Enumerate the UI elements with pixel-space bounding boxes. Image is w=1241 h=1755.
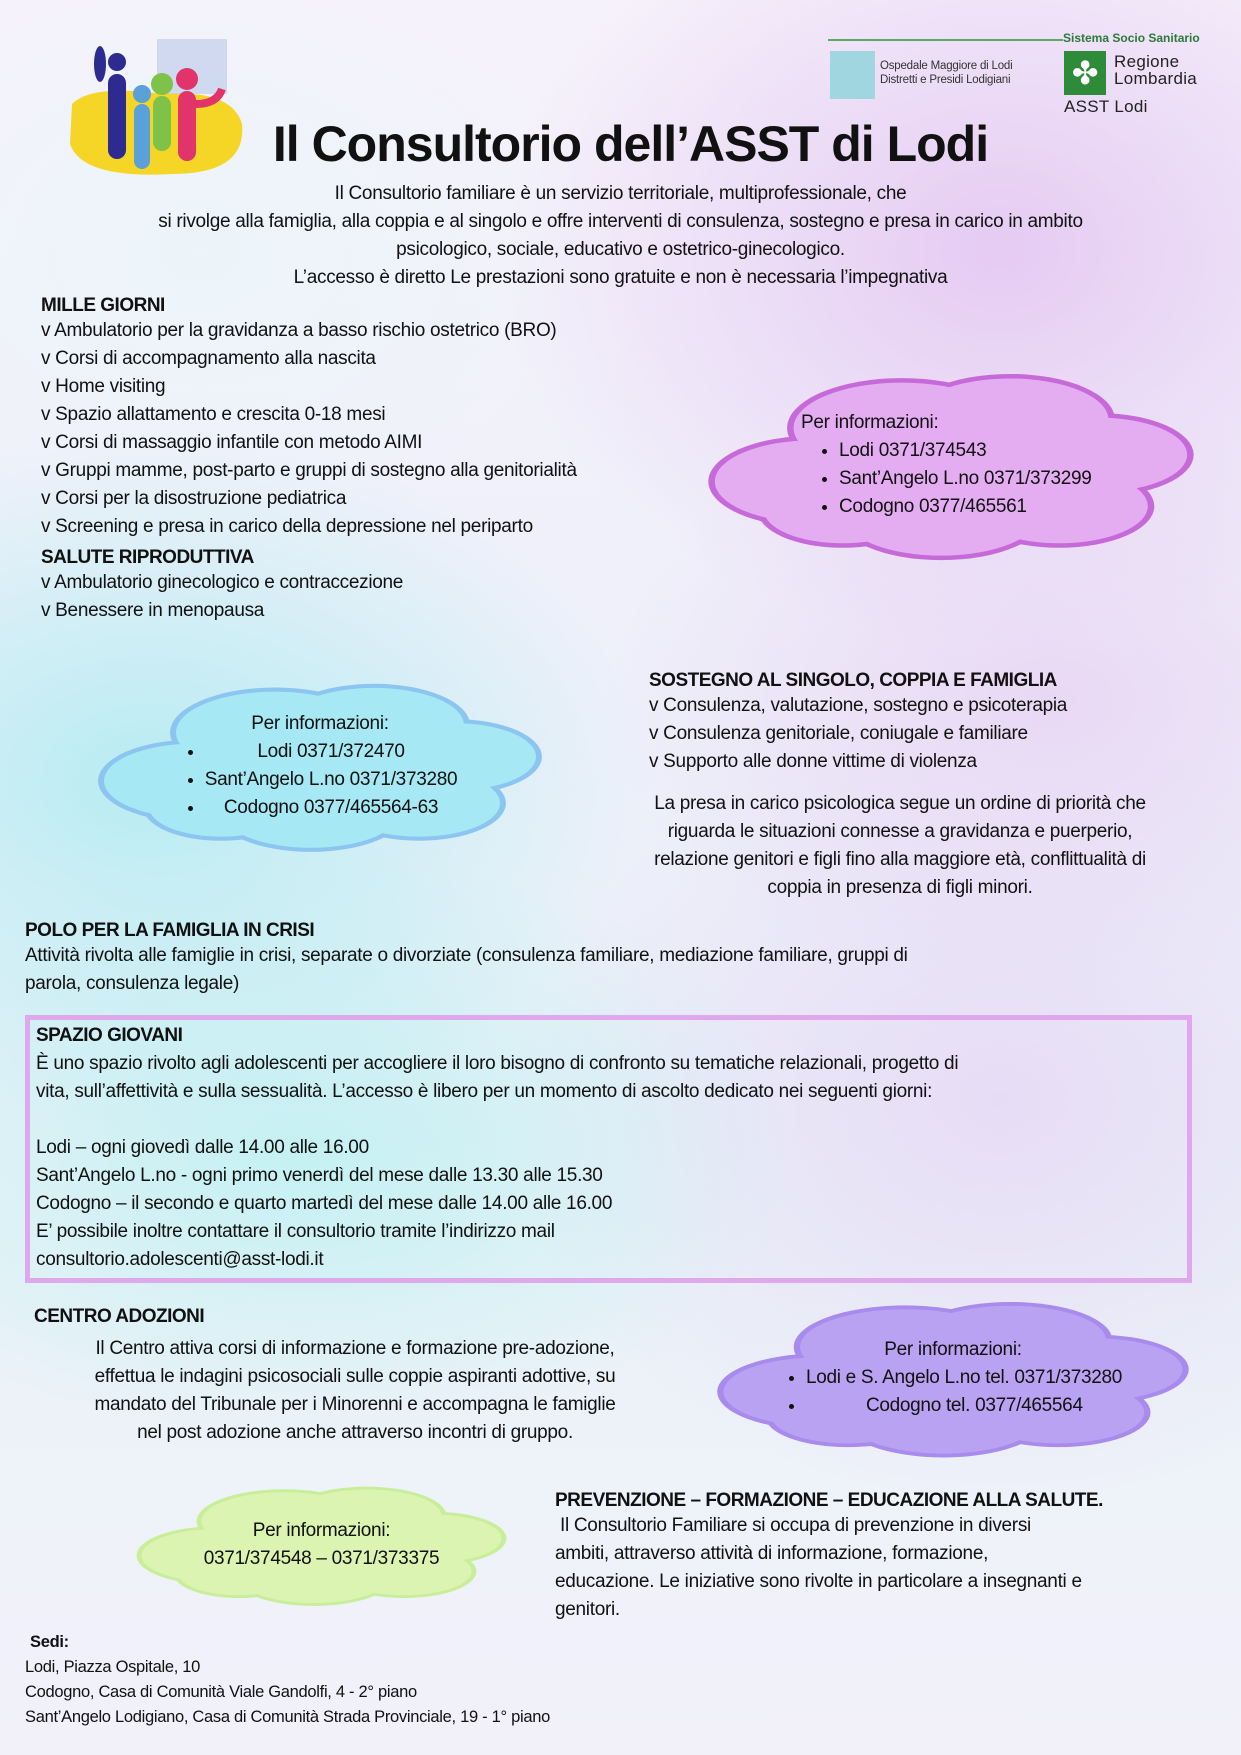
- schedule-line: E’ possibile inoltre contattare il consultorio tramite l’indirizzo mail: [36, 1221, 555, 1242]
- list-item: v Corsi di accompagnamento alla nascita: [41, 348, 376, 369]
- adozioni-paragraph: [30, 1335, 680, 1447]
- page-title: Il Consultorio dell’ASST di Lodi: [272, 116, 989, 172]
- paragraph-line: Il Consultorio Familiare si occupa di prevenzione in diversi: [560, 1515, 1031, 1536]
- hospital-name: Ospedale Maggiore di Lodi: [880, 60, 1013, 72]
- address-line: Lodi, Piazza Ospitale, 10: [25, 1658, 201, 1676]
- info-cloud-mille-giorni: [705, 362, 1197, 568]
- paragraph-line: Il Centro attiva corsi di informazione e formazione pre-adozione,: [95, 1338, 615, 1359]
- section-title: MILLE GIORNI: [41, 295, 165, 316]
- phone-item: • Lodi 0371/372470: [205, 738, 458, 766]
- schedule-line: Sant’Angelo L.no - ogni primo venerdì del mese dalle 13.30 alle 15.30: [36, 1165, 603, 1186]
- list-item: v Ambulatorio per la gravidanza a basso rischio ostetrico (BRO): [41, 320, 557, 341]
- section-title: PREVENZIONE – FORMAZIONE – EDUCAZIONE ALLA SALUTE.: [555, 1490, 1103, 1511]
- info-cloud-adozioni: [714, 1292, 1192, 1464]
- polo-famiglia-section: [25, 920, 908, 998]
- info-title: Per informazioni:: [252, 1520, 391, 1541]
- spazio-giovani-box: [25, 1015, 1192, 1283]
- info-title: Per informazioni:: [251, 713, 389, 734]
- phone-item: • Codogno 0377/465561: [839, 493, 1092, 521]
- phone-item: 0371/374548 – 0371/373375: [203, 1548, 440, 1569]
- sostegno-section: [649, 670, 1067, 776]
- schedule-line: Codogno – il secondo e quarto martedì del mese dalle 14.00 alle 16.00: [36, 1193, 613, 1214]
- region-name-2: Lombardia: [1114, 69, 1198, 88]
- section-title: SPAZIO GIOVANI: [36, 1025, 183, 1046]
- intro-paragraph: [40, 180, 1201, 292]
- list-item: v Gruppi mamme, post-parto e gruppi di sostegno alla genitorialità: [41, 460, 577, 481]
- sedi-section: [25, 1630, 550, 1730]
- section-title: SOSTEGNO AL SINGOLO, COPPIA E FAMIGLIA: [649, 670, 1057, 691]
- phone-item: • Sant’Angelo L.no 0371/373280: [205, 766, 458, 794]
- lombardia-rose-icon: ✤: [1064, 51, 1106, 95]
- schedule-line: Lodi – ogni giovedì dalle 14.00 alle 16.00: [36, 1137, 369, 1158]
- paragraph-line: nel post adozione anche attraverso incontri di gruppo.: [137, 1422, 573, 1443]
- paragraph-line: coppia in presenza di figli minori.: [767, 877, 1033, 898]
- hospital-subtitle: Distretti e Presidi Lodigiani: [880, 74, 1011, 86]
- list-item: v Screening e presa in carico della depressione nel peripart​o: [41, 516, 533, 537]
- mille-giorni-section: [41, 295, 577, 625]
- list-item: v Consulenza, valutazione, sostegno e psicoterapia: [649, 695, 1068, 716]
- system-label: Sistema Socio Sanitario: [1063, 31, 1200, 45]
- paragraph-line: La presa in carico psicologica segue un ordine di priorità che: [654, 793, 1146, 814]
- email-link[interactable]: consultorio.adolescenti@asst-lodi.it: [36, 1249, 324, 1270]
- paragraph-line: riguarda le situazioni connesse a gravidanza e puerperio,: [667, 821, 1133, 842]
- intro-line: L’accesso è diretto Le prestazioni sono gratuite e non è necessaria l’impegnativa: [293, 267, 948, 288]
- paragraph-line: Attività rivolta alle famiglie in crisi, separate o divorziate (consulenza familiare, mediazione familiare, gruppi di: [25, 945, 908, 966]
- list-item: v Home visiting: [41, 376, 166, 397]
- phone-item: • Lodi e S. Angelo L.no tel. 0371/373280: [806, 1364, 1122, 1392]
- list-item: v Consulenza genitoriale, coniugale e familiare: [649, 723, 1028, 744]
- info-cloud-sostegno: [95, 673, 545, 859]
- intro-line: psicologico, sociale, educativo e ostetrico-ginecologico.: [396, 239, 845, 260]
- paragraph-line: effettua le indagini psicosociali sulle coppie aspiranti adottive, su: [94, 1366, 616, 1387]
- phone-item: • Codogno tel. 0377/465564: [806, 1392, 1122, 1420]
- paragraph-line: ambiti, attraverso attività di informazione, formazione,: [555, 1543, 989, 1564]
- info-cloud-prevenzione: [134, 1479, 509, 1611]
- list-item: v Benessere in menopausa: [41, 600, 265, 621]
- adozioni-section: [34, 1306, 204, 1328]
- phone-item: • Codogno 0377/465564-63: [205, 794, 458, 822]
- paragraph-line: genitori.: [555, 1599, 620, 1620]
- info-title: Per informazioni:: [801, 412, 939, 433]
- paragraph-line: parola, consulenza legale): [25, 973, 240, 994]
- section-title: Sedi:: [30, 1633, 69, 1651]
- paragraph-line: educazione. Le iniziative sono rivolte in particolare a insegnanti e: [555, 1571, 1082, 1592]
- paragraph-line: relazione genitori e figli fino alla maggiore età, conflittualità di: [654, 849, 1146, 870]
- list-item: v Spazio allattamento e crescita 0-18 mesi: [41, 404, 386, 425]
- intro-line: si rivolge alla famiglia, alla coppia e al singolo e offre interventi di consulenza, sostegno e presa in carico in ambito: [158, 211, 1083, 232]
- institutional-logos: [828, 31, 1218, 121]
- section-title: CENTRO ADOZIONI: [34, 1306, 205, 1327]
- section-title: SALUTE RIPRODUTTIVA: [41, 547, 254, 568]
- paragraph-line: vita, sull’affettività e sulla sessualità. L’accesso è libero per un momento di ascolto dedicato nei seguenti giorni:: [36, 1081, 933, 1102]
- paragraph-line: È uno spazio rivolto agli adolescenti per accogliere il loro bisogno di confronto su tematiche relazionali, progetto di: [36, 1053, 959, 1074]
- prevenzione-section: [555, 1490, 1103, 1624]
- info-title: Per informazioni:: [884, 1339, 1022, 1360]
- section-title: POLO PER LA FAMIGLIA IN CRISI: [25, 920, 315, 941]
- list-item: v Corsi per la disostruzione pediatrica: [41, 488, 347, 509]
- phone-item: • Lodi 0371/374543: [839, 437, 1092, 465]
- region-name: Regione: [1114, 52, 1180, 71]
- phone-item: • Sant’Angelo L.no 0371/373299: [839, 465, 1092, 493]
- address-line: Sant’Angelo Lodigiano, Casa di Comunità Strada Provinciale, 19 - 1° piano: [25, 1708, 550, 1726]
- address-line: Codogno, Casa di Comunità Viale Gandolfi, 4 - 2° piano: [25, 1683, 417, 1701]
- list-item: v Ambulatorio ginecologico e contraccezione: [41, 572, 404, 593]
- paragraph-line: mandato del Tribunale per i Minorenni e accompagna le famiglie: [94, 1394, 616, 1415]
- list-item: v Supporto alle donne vittime di violenza: [649, 751, 977, 772]
- intro-line: Il Consultorio familiare è un servizio territoriale, multiprofessionale, che: [334, 183, 907, 204]
- list-item: v Corsi di massaggio infantile con metodo AIMI: [41, 432, 423, 453]
- sostegno-paragraph: [590, 790, 1210, 902]
- asst-label: ASST Lodi: [1064, 97, 1148, 116]
- hospital-logo-icon: [830, 51, 875, 99]
